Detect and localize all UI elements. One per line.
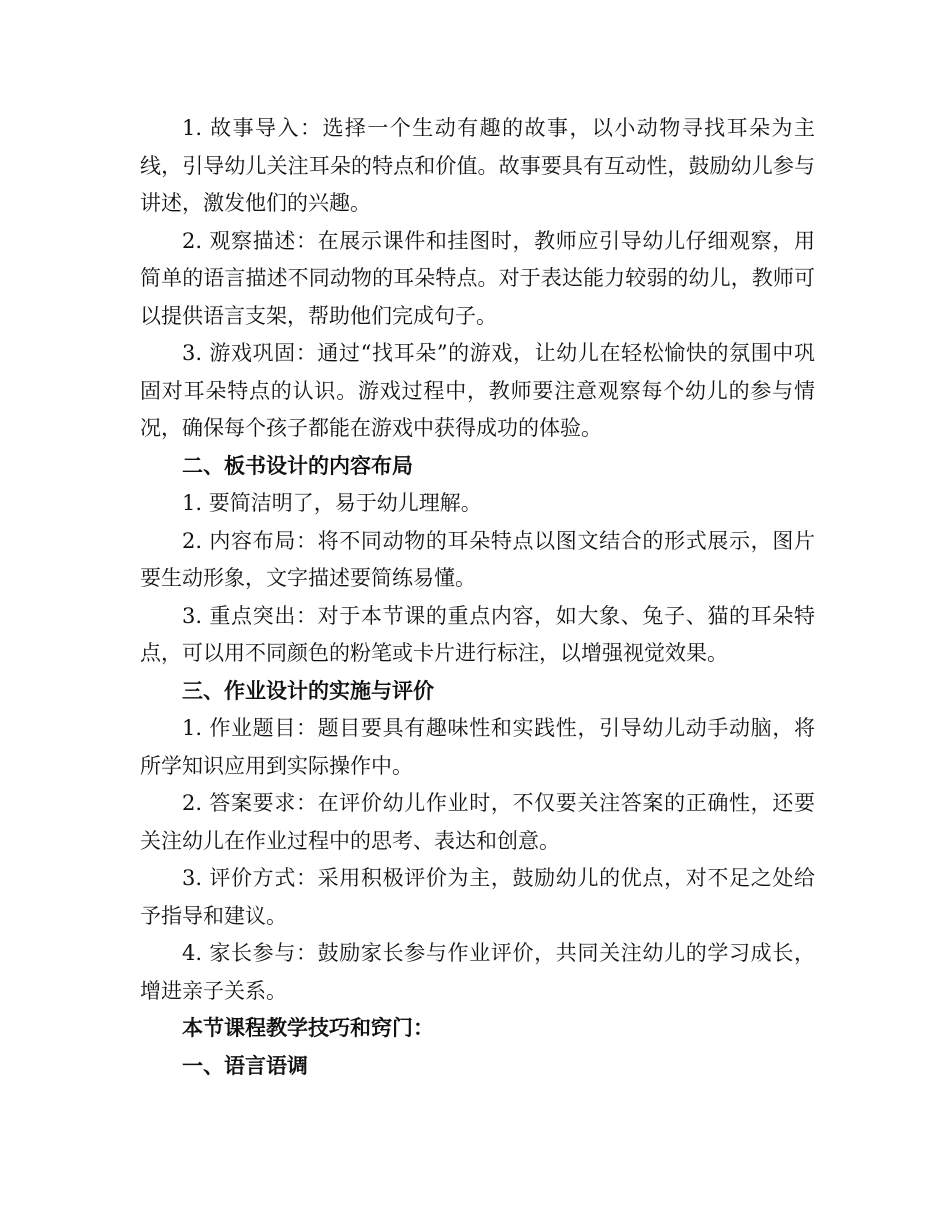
section-heading-teaching-tips: 本节课程教学技巧和窍门：	[182, 1016, 434, 1040]
paragraph-concise: 1. 要简洁明了，易于幼儿理解。	[182, 491, 482, 515]
paragraph-highlight: 3. 重点突出：对于本节课的重点内容，如大象、兔子、猫的耳朵特点，可以用不同颜色的粉笔或卡片进行标注，以增强视觉效果。	[140, 603, 815, 665]
paragraph-parent-participation: 4. 家长参与：鼓励家长参与作业评价，共同关注幼儿的学习成长，增进亲子关系。	[140, 941, 815, 1003]
paragraph-answer-requirement: 2. 答案要求：在评价幼儿作业时，不仅要关注答案的正确性，还要关注幼儿在作业过程中的思考、表达和创意。	[140, 791, 815, 853]
section-heading-homework: 三、作业设计的实施与评价	[182, 678, 434, 703]
paragraph-game-consolidate: 3. 游戏巩固：通过“找耳朵”的游戏，让幼儿在轻松愉快的氛围中巩固对耳朵特点的认识。游戏过程中，教师要注意观察每个幼儿的参与情况，确保每个孩子都能在游戏中获得成功的体验。	[140, 341, 815, 440]
paragraph-story-intro: 1. 故事导入：选择一个生动有趣的故事，以小动物寻找耳朵为主线，引导幼儿关注耳朵的特点和价值。故事要具有互动性，鼓励幼儿参与讲述，激发他们的兴趣。	[140, 116, 815, 215]
document-body	[140, 110, 815, 1085]
section-heading-blackboard: 二、板书设计的内容布局	[182, 453, 413, 478]
paragraph-evaluation-method: 3. 评价方式：采用积极评价为主，鼓励幼儿的优点，对不足之处给予指导和建议。	[140, 866, 815, 928]
paragraph-homework-topic: 1. 作业题目：题目要具有趣味性和实践性，引导幼儿动手动脑，将所学知识应用到实际操作中。	[140, 716, 815, 778]
section-heading-language-tone: 一、语言语调	[182, 1053, 308, 1078]
paragraph-content-layout: 2. 内容布局：将不同动物的耳朵特点以图文结合的形式展示，图片要生动形象，文字描述要简练易懂。	[140, 528, 815, 590]
paragraph-observe-describe: 2. 观察描述：在展示课件和挂图时，教师应引导幼儿仔细观察，用简单的语言描述不同动物的耳朵特点。对于表达能力较弱的幼儿，教师可以提供语言支架，帮助他们完成句子。	[140, 228, 815, 328]
